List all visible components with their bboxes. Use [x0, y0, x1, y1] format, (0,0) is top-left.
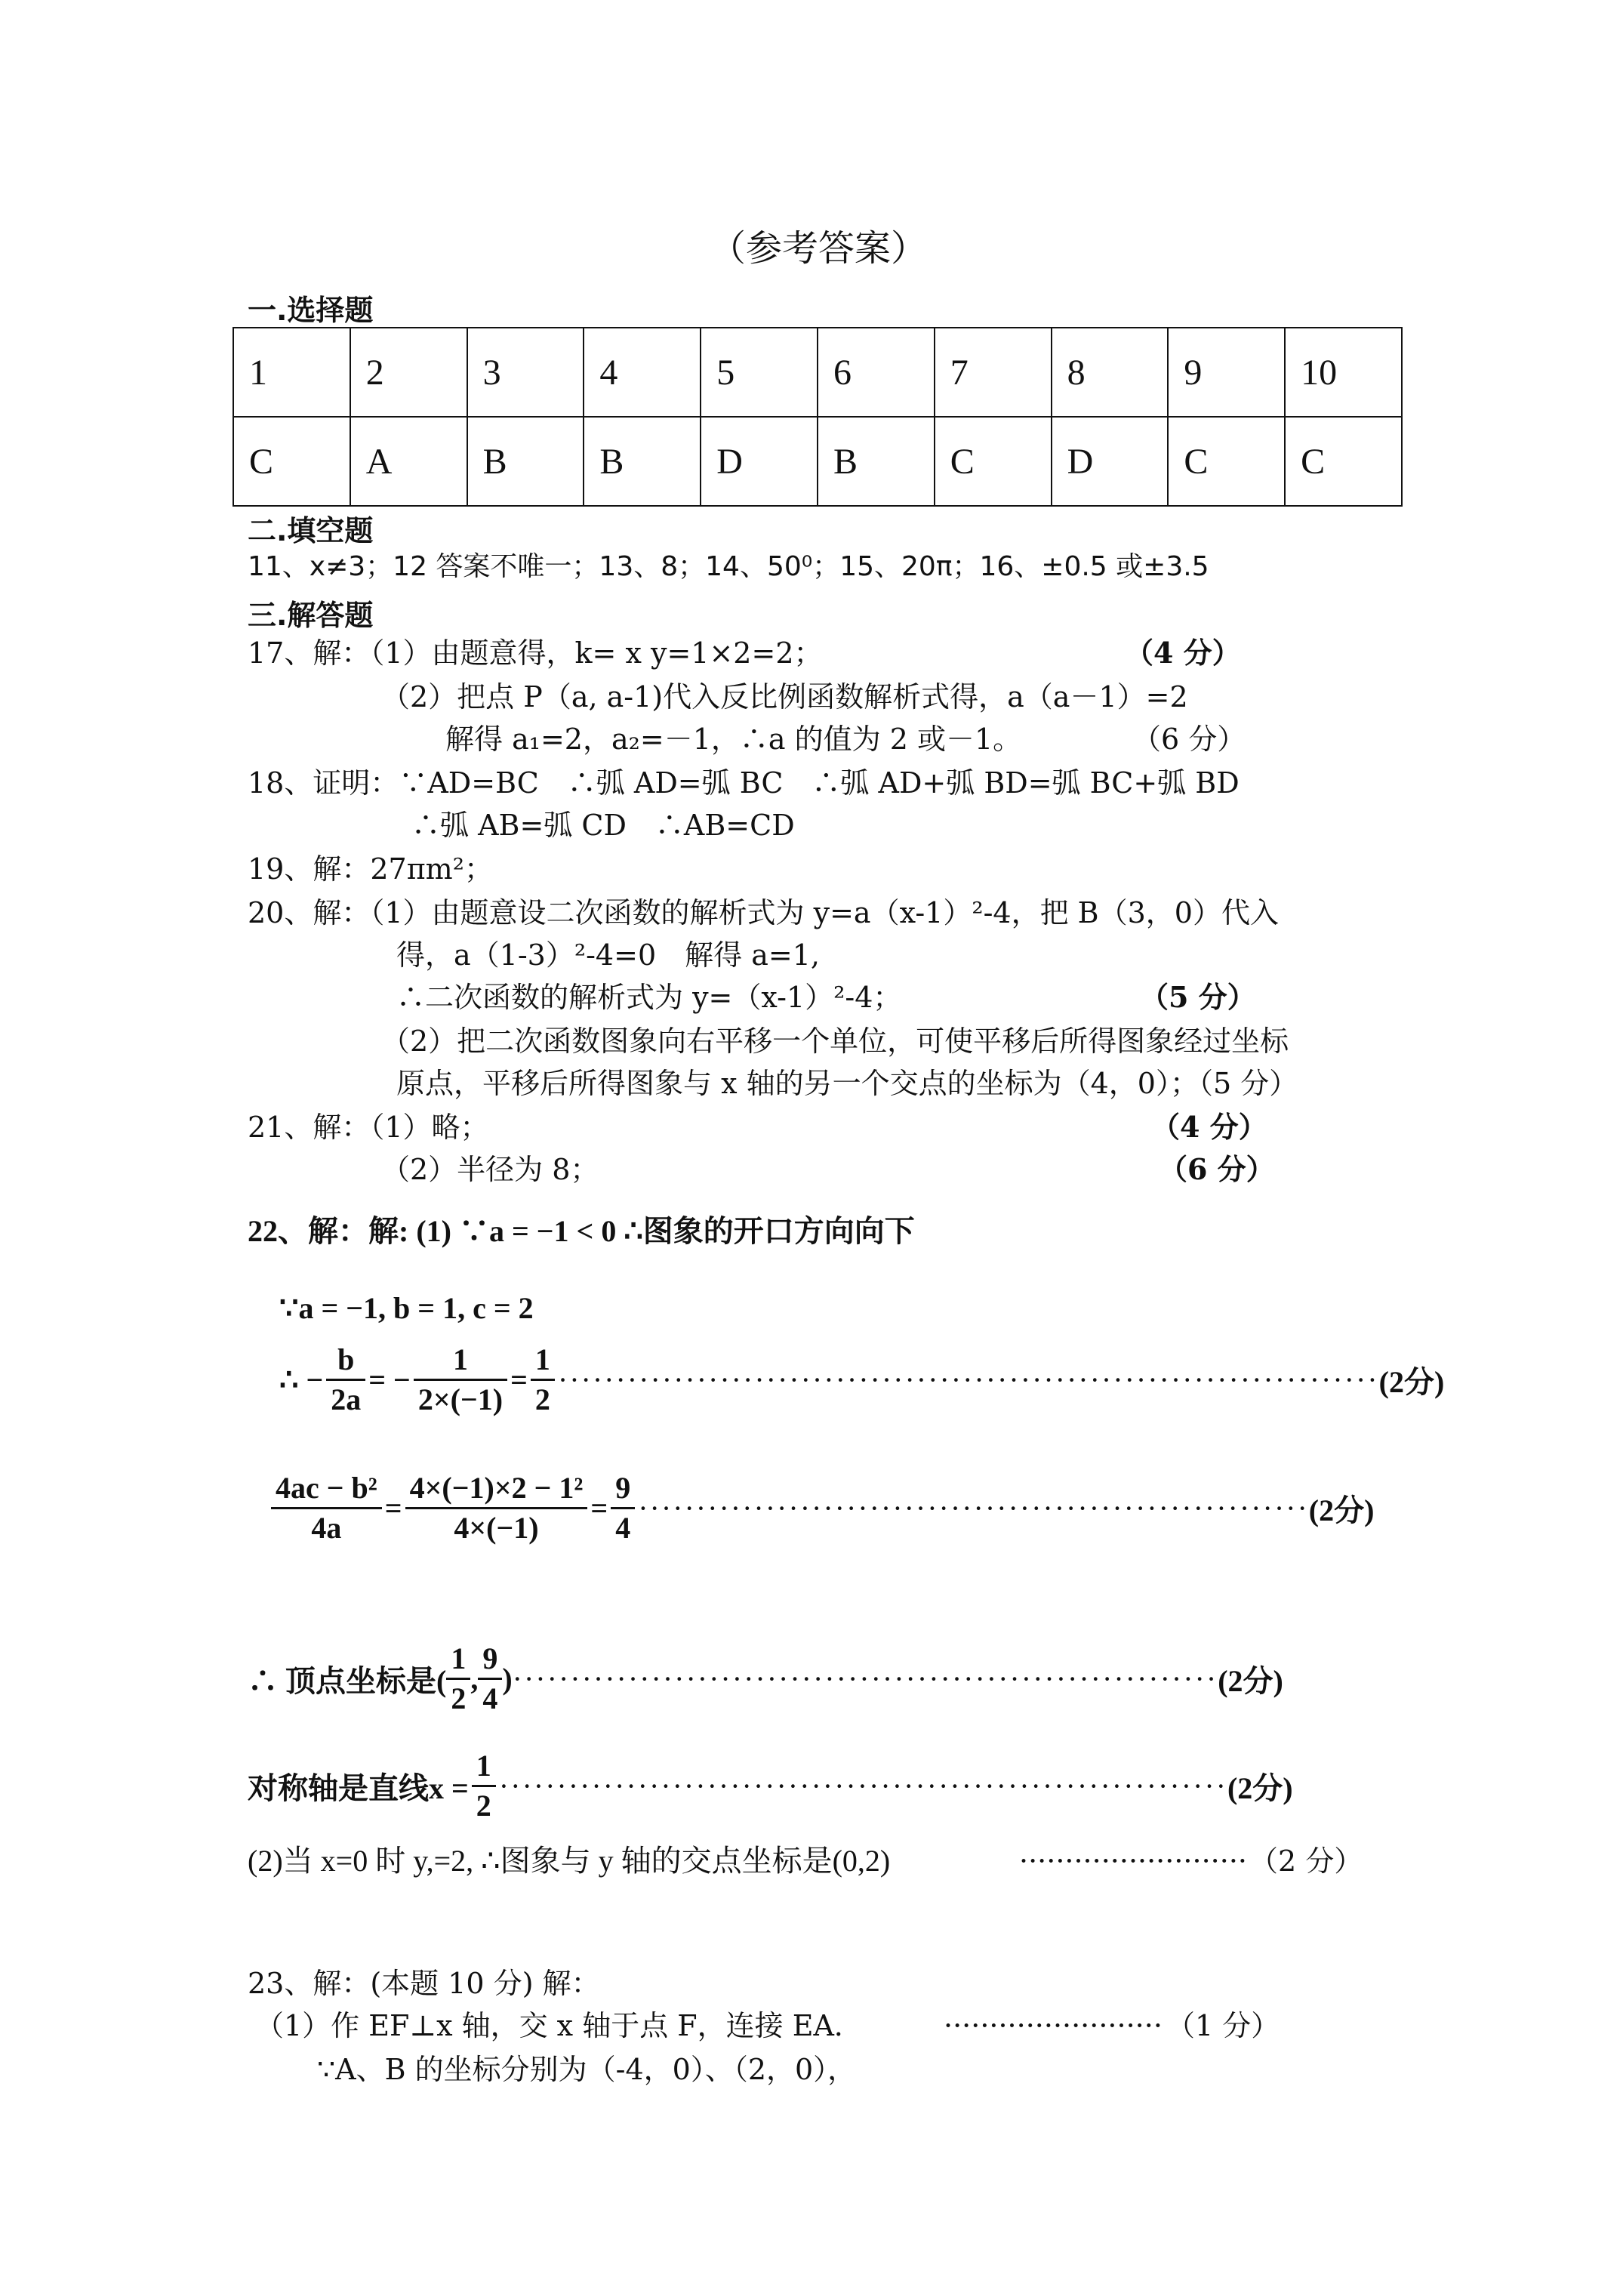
table-cell: 10	[1285, 328, 1402, 417]
fraction-denominator: 2	[476, 1788, 491, 1823]
q22-score6: (2分)	[1227, 1771, 1293, 1805]
fraction	[405, 1469, 588, 1547]
leader-dots: ·······························································	[498, 1768, 1227, 1803]
fraction-numerator: 9	[611, 1469, 635, 1509]
q22-line1-text: 22、解：解: (1) ∵a = −1 < 0 ∴图象的开口方向向下	[248, 1214, 915, 1248]
q22-line3-prefix: ∴ −	[279, 1362, 324, 1397]
equals-sign: =	[384, 1490, 402, 1525]
fraction	[271, 1469, 382, 1547]
q23-score2: （1 分）	[1166, 2009, 1280, 2042]
q17-score1: （4 分）	[1125, 636, 1241, 670]
fraction	[472, 1747, 496, 1825]
q22-score7: （2 分）	[1249, 1845, 1363, 1878]
q22-line5-suffix: )	[502, 1661, 513, 1696]
q20-line1: 20、解：（1）由题意设二次函数的解析式为 y=a（x-1）²-4，把 B（3，0）代入	[248, 896, 1279, 929]
q20-score3: （5 分）	[1140, 980, 1256, 1014]
fraction-numerator: 1	[531, 1341, 555, 1381]
leader-dots: ·······································································	[557, 1362, 1379, 1397]
fraction	[414, 1341, 507, 1419]
fraction	[446, 1640, 470, 1718]
q22-line2: ∵a = −1, b = 1, c = 2	[279, 1291, 534, 1325]
leader-dots: ························	[944, 2009, 1163, 2042]
q22-score5: (2分)	[1218, 1663, 1283, 1698]
fraction	[531, 1341, 555, 1419]
q21-line1: 21、解：（1）略；	[248, 1111, 489, 1144]
fraction-numerator: 4ac − b²	[271, 1469, 382, 1509]
equals-sign: =	[590, 1490, 608, 1525]
fraction-numerator: 1	[446, 1640, 470, 1680]
fraction-denominator: 4	[482, 1681, 498, 1715]
q22-line6-prefix: 对称轴是直线x =	[248, 1771, 469, 1805]
q23-line1: 23、解：(本题 10 分) 解：	[248, 1967, 600, 2000]
equals-sign: =	[510, 1362, 528, 1397]
comma: ,	[470, 1661, 479, 1696]
equals-sign: = −	[368, 1362, 411, 1397]
table-cell: C	[1285, 417, 1402, 506]
q23-line2: （1）作 EF⊥x 轴，交 x 轴于点 F，连接 EA．	[255, 2009, 863, 2042]
q22-line5-prefix: ∴ 顶点坐标是(	[248, 1663, 447, 1698]
section-solve: 三.解答题	[248, 599, 374, 632]
q20-line5: 原点，平移后所得图象与 x 轴的另一个交点的坐标为（4，0）；（5 分）	[396, 1067, 1298, 1100]
table-cell: D	[1052, 417, 1169, 506]
section-choice: 一.选择题	[248, 294, 374, 327]
table-cell: 8	[1052, 328, 1169, 417]
q18-line1: 18、证明：∵AD=BC ∴弧 AD=弧 BC ∴弧 AD+弧 BD=弧 BC+弧 BD	[248, 766, 1240, 800]
table-cell: 5	[701, 328, 818, 417]
fraction-numerator: b	[326, 1341, 365, 1381]
section-fill: 二.填空题	[248, 514, 374, 547]
table-cell: 9	[1168, 328, 1285, 417]
fraction-denominator: 2×(−1)	[417, 1382, 504, 1416]
q22-line7: (2)当 x=0 时 y,=2, ∴图象与 y 轴的交点坐标是(0,2)	[248, 1844, 891, 1878]
q17-line2: （2）把点 P（a, a-1)代入反比例函数解析式得，a（a－1）=2	[381, 680, 1188, 713]
q22-score4: (2分)	[1308, 1493, 1375, 1527]
answer-table	[233, 327, 1403, 507]
fraction-denominator: 4	[615, 1510, 631, 1545]
table-row	[233, 417, 1402, 506]
table-cell: C	[1168, 417, 1285, 506]
table-cell: B	[467, 417, 584, 506]
q21-line2: （2）半径为 8；	[381, 1153, 599, 1186]
table-cell: C	[233, 417, 350, 506]
q18-line2: ∴弧 AB=弧 CD ∴AB=CD	[411, 809, 795, 842]
table-cell: B	[818, 417, 935, 506]
fraction-numerator: 9	[478, 1640, 502, 1680]
leader-dots: ·························	[1019, 1845, 1247, 1878]
table-row	[233, 328, 1402, 417]
fraction	[478, 1640, 502, 1718]
q22-score3: (2分)	[1378, 1364, 1445, 1399]
fraction-denominator: 2a	[331, 1382, 362, 1416]
table-cell: 4	[584, 328, 701, 417]
table-cell: 2	[350, 328, 467, 417]
fraction-numerator: 1	[414, 1341, 507, 1381]
table-cell: 7	[935, 328, 1052, 417]
fill-answers: 11、x≠3；12 答案不唯一；13、8；14、50⁰；15、20π；16、±0.5 或±3.5	[248, 551, 1209, 582]
fraction-denominator: 2	[451, 1681, 467, 1715]
q22-line6	[248, 1744, 1293, 1827]
table-cell: D	[701, 417, 818, 506]
q23-line3: ∵A、B 的坐标分别为（-4，0）、（2，0），	[317, 2053, 857, 2086]
fraction-numerator: 4×(−1)×2 − 1²	[405, 1469, 588, 1509]
table-cell: 3	[467, 328, 584, 417]
fraction-numerator: 1	[472, 1747, 496, 1787]
q21-score2: （6 分）	[1159, 1152, 1275, 1186]
q19-line: 19、解：27πm²；	[248, 852, 493, 886]
q22-line3	[279, 1338, 1444, 1421]
q20-line2: 得，a（1-3）²-4=0 解得 a=1,	[396, 938, 820, 972]
fraction-denominator: 4a	[311, 1510, 342, 1545]
table-cell: C	[935, 417, 1052, 506]
q20-line4: （2）把二次函数图象向右平移一个单位，可使平移后所得图象经过坐标	[381, 1025, 1289, 1058]
q21-score1: （4 分）	[1151, 1110, 1267, 1144]
table-cell: 1	[233, 328, 350, 417]
q22-line1	[248, 1214, 915, 1249]
fraction	[611, 1469, 635, 1547]
q20-line3: ∴二次函数的解析式为 y=（x-1）²-4；	[396, 981, 902, 1014]
q17-line1: 17、解：（1）由题意得，k= x y=1×2=2；	[248, 636, 823, 670]
q22-line5	[248, 1637, 1283, 1720]
fraction-denominator: 4×(−1)	[454, 1510, 539, 1545]
fraction	[326, 1341, 365, 1419]
q22-line4	[268, 1466, 1374, 1549]
q17-line3: 解得 a₁=2，a₂=－1，∴a 的值为 2 或－1。	[445, 723, 1022, 756]
page-title: （参考答案）	[710, 227, 928, 270]
q17-score3: （6 分）	[1132, 723, 1246, 756]
leader-dots: ··························································	[638, 1490, 1309, 1525]
fraction-denominator: 2	[534, 1382, 550, 1416]
table-cell: B	[584, 417, 701, 506]
leader-dots: ·····························································	[512, 1661, 1218, 1696]
table-cell: A	[350, 417, 467, 506]
table-cell: 6	[818, 328, 935, 417]
